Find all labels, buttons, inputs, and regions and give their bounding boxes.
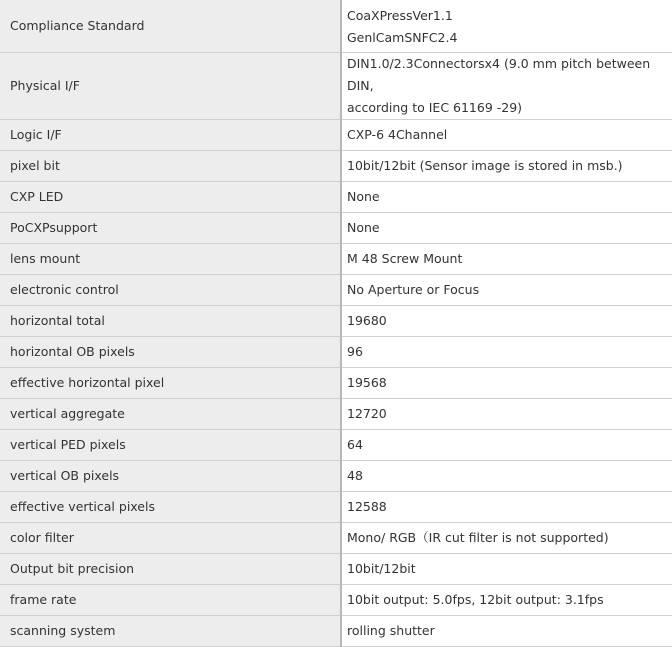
row-label: horizontal total	[0, 306, 341, 337]
row-label: vertical aggregate	[0, 399, 341, 430]
row-label: pixel bit	[0, 151, 341, 182]
row-label: vertical OB pixels	[0, 461, 341, 492]
table-row	[0, 430, 672, 461]
row-value: None	[341, 213, 672, 244]
table-row	[0, 399, 672, 430]
table-row	[0, 0, 672, 53]
row-label: effective horizontal pixel	[0, 368, 341, 399]
table-row	[0, 244, 672, 275]
table-row	[0, 120, 672, 151]
row-value: DIN1.0/2.3Connectorsx4 (9.0 mm pitch between DIN, according to IEC 61169 -29)	[341, 53, 672, 120]
table-row	[0, 585, 672, 616]
row-value: M 48 Screw Mount	[341, 244, 672, 275]
row-label: electronic control	[0, 275, 341, 306]
row-value: 12588	[341, 492, 672, 523]
row-value: 96	[341, 337, 672, 368]
row-label: Physical I/F	[0, 53, 341, 120]
row-value: 48	[341, 461, 672, 492]
row-label: frame rate	[0, 585, 341, 616]
row-value: rolling shutter	[341, 616, 672, 647]
row-value: 64	[341, 430, 672, 461]
row-value: 19568	[341, 368, 672, 399]
row-label: scanning system	[0, 616, 341, 647]
row-value: 10bit/12bit (Sensor image is stored in msb.)	[341, 151, 672, 182]
table-row	[0, 492, 672, 523]
row-value: CoaXPressVer1.1 GenlCamSNFC2.4	[341, 0, 672, 53]
table-row	[0, 616, 672, 647]
table-row	[0, 306, 672, 337]
row-label: Output bit precision	[0, 554, 341, 585]
table-row	[0, 182, 672, 213]
row-value: 10bit/12bit	[341, 554, 672, 585]
table-row	[0, 151, 672, 182]
row-value: 12720	[341, 399, 672, 430]
row-label: lens mount	[0, 244, 341, 275]
table-row	[0, 554, 672, 585]
row-label: horizontal OB pixels	[0, 337, 341, 368]
row-label: Compliance Standard	[0, 0, 341, 53]
table-row	[0, 368, 672, 399]
table-row	[0, 213, 672, 244]
row-value: None	[341, 182, 672, 213]
table-row	[0, 523, 672, 554]
table-row	[0, 53, 672, 120]
row-label: CXP LED	[0, 182, 341, 213]
row-label: Logic I/F	[0, 120, 341, 151]
table-row	[0, 275, 672, 306]
row-label: effective vertical pixels	[0, 492, 341, 523]
row-value: No Aperture or Focus	[341, 275, 672, 306]
row-label: color filter	[0, 523, 341, 554]
row-value: Mono/ RGB（IR cut filter is not supported)	[341, 523, 672, 554]
row-value: CXP-6 4Channel	[341, 120, 672, 151]
table-row	[0, 337, 672, 368]
row-value: 19680	[341, 306, 672, 337]
table-row	[0, 461, 672, 492]
row-label: PoCXPsupport	[0, 213, 341, 244]
row-value: 10bit output: 5.0fps, 12bit output: 3.1fps	[341, 585, 672, 616]
row-label: vertical PED pixels	[0, 430, 341, 461]
